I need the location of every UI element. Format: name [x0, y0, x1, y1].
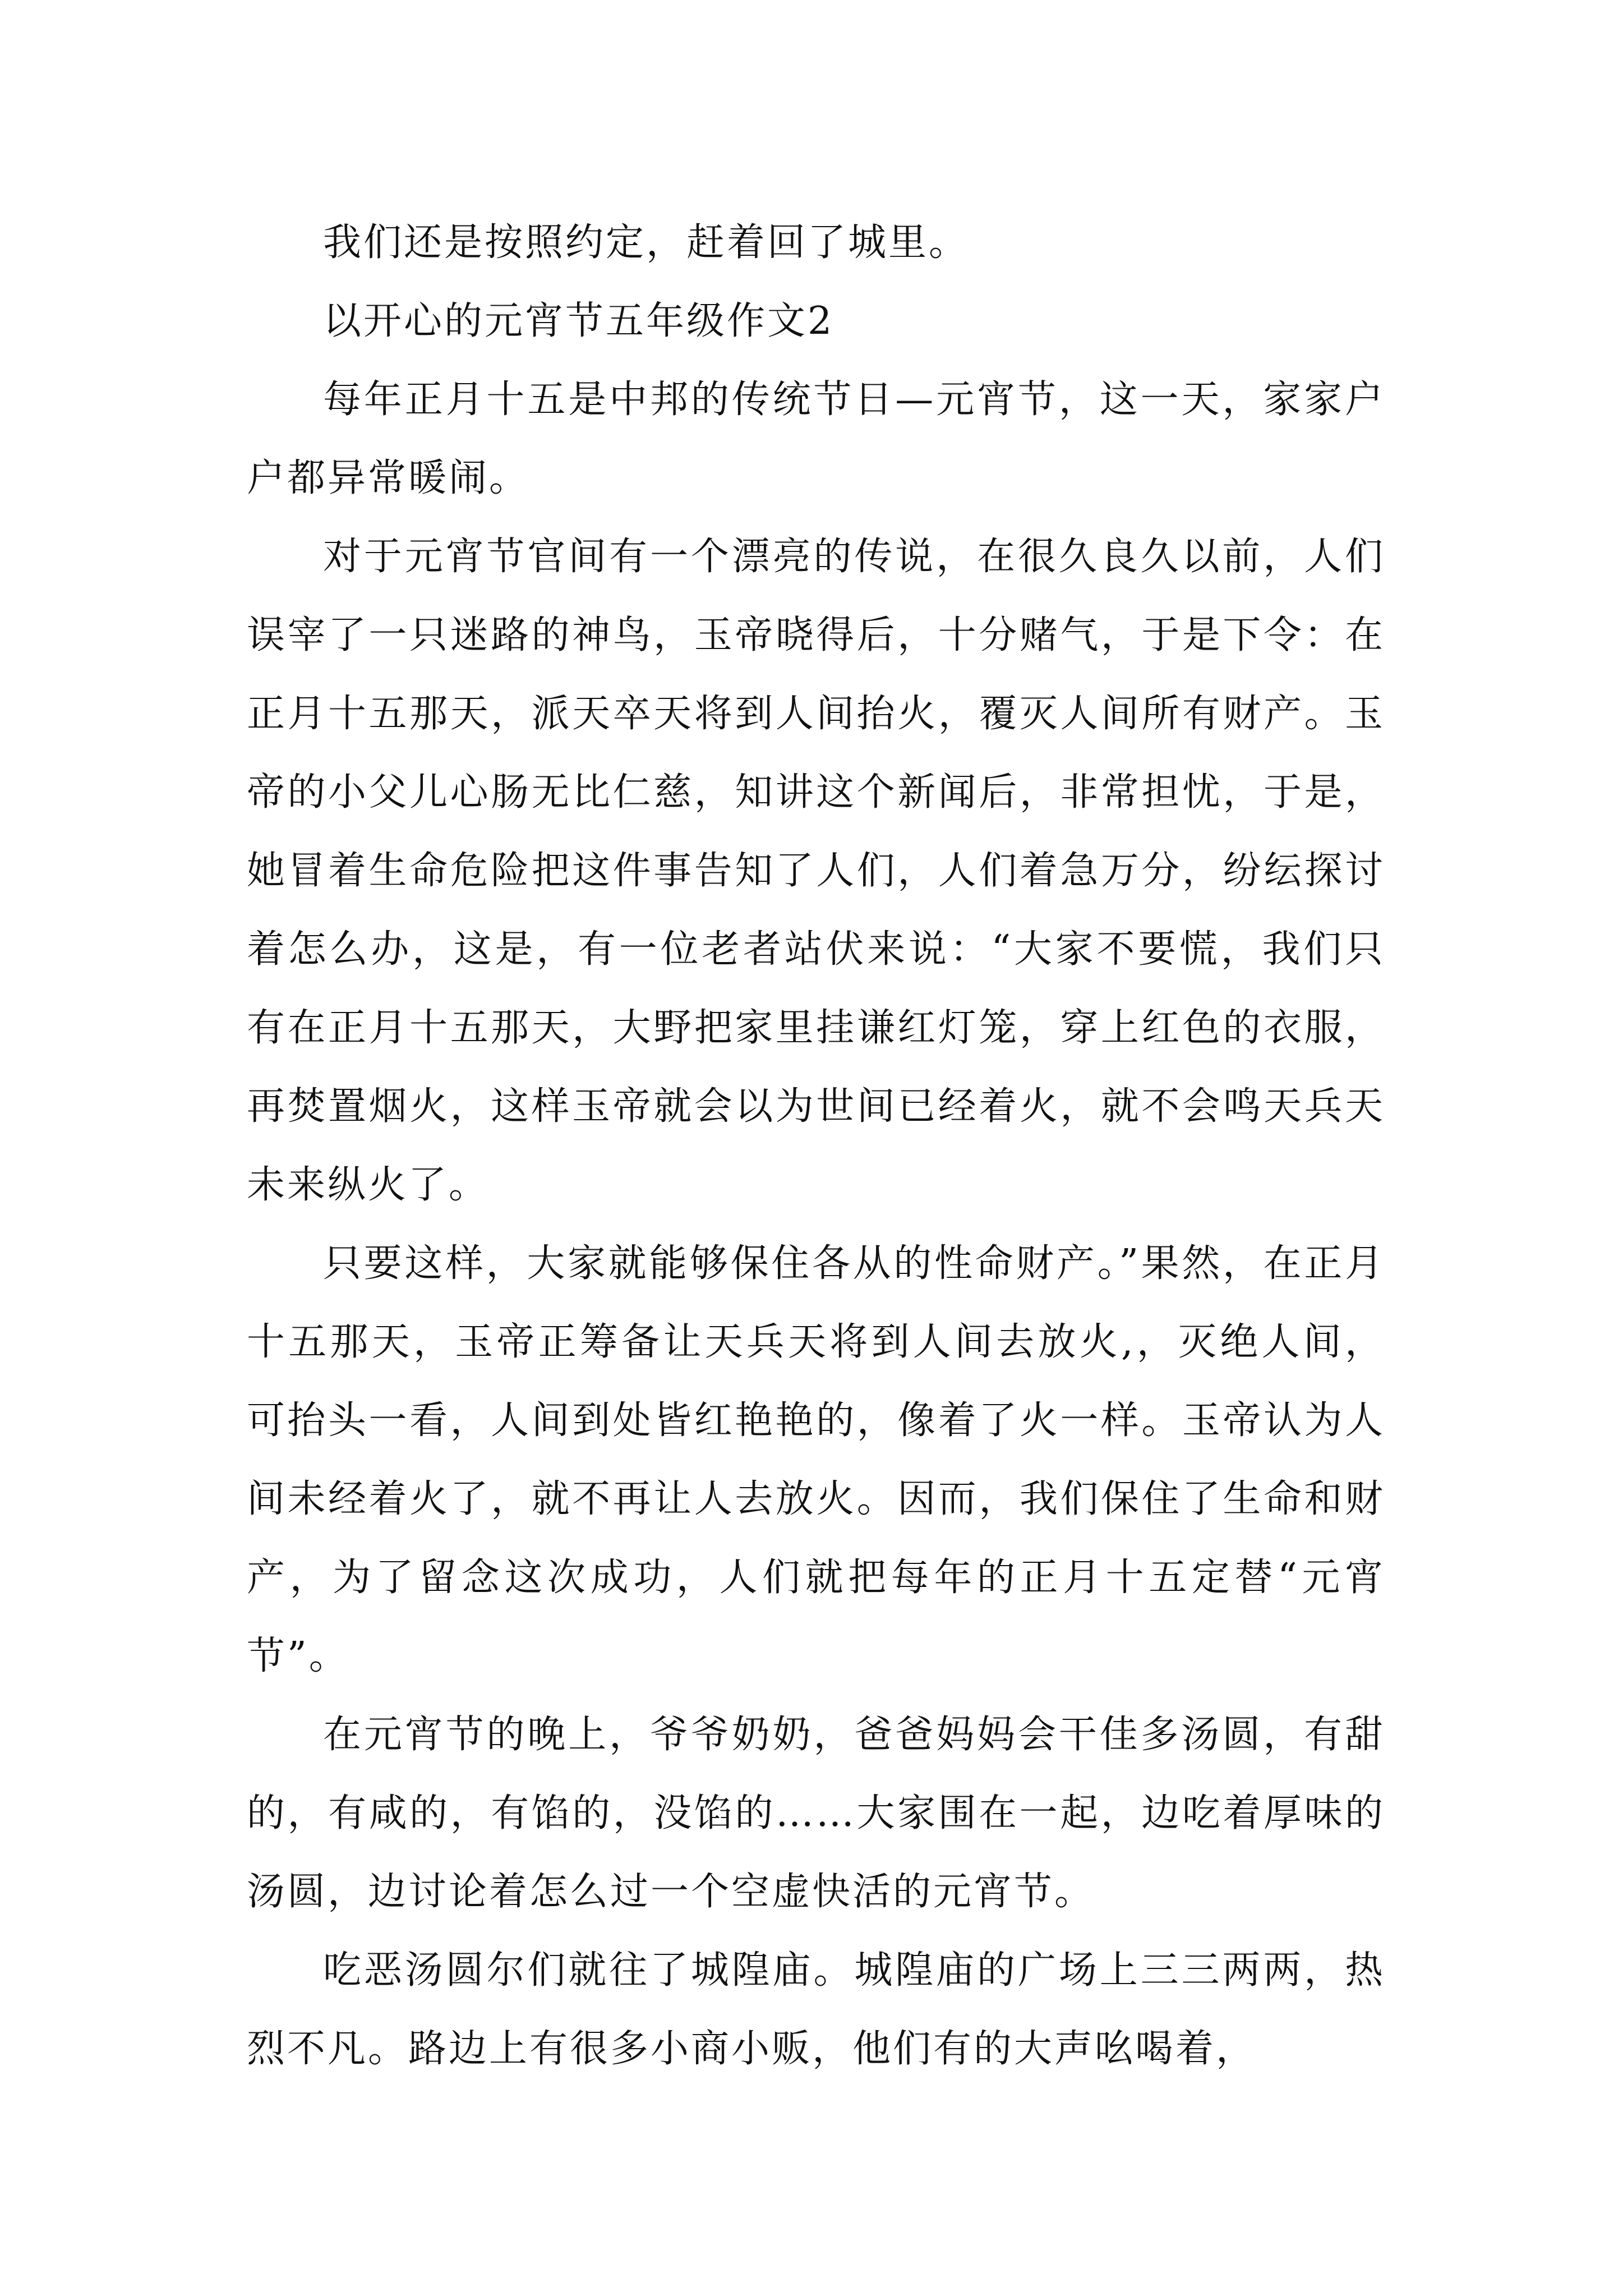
paragraph-4: 对于元宵节官间有一个漂亮的传说，在很久良久以前，人们误宰了一只迷路的神鸟，玉帝晓得后，十分赌气，于是下令：在正月十五那天，派天卒天将到人间抬火，覆灭人间所有财产。玉帝的小父儿心肠无比仁慈，知讲这个新闻后，非常担忧，于是，她冒着生命危险把这件事告知了人们，人们着急万分，纷纭探讨着怎么办，这是，有一位老者站伏来说：“大家不要慌，我们只有在正月十五那天，大野把家里挂谦红灯笼，穿上红色的衣服，再焚置烟火，这样玉帝就会以为世间已经着火，就不会鸣天兵天未来纵火了。: [247, 535, 1386, 1207]
paragraph-7: 吃恶汤圆尔们就往了城隍庙。城隍庙的广场上三三两两，热烈不凡。路边上有很多小商小贩，他们有的大声吆喝着，: [247, 1948, 1385, 2071]
paragraph-6: 在元宵节的晚上，爷爷奶奶，爸爸妈妈会干佳多汤圆，有甜的，有咸的，有馅的，没馅的……大家围在一起，边吃着厚味的汤圆，边讨论着怎么过一个空虚快活的元宵节。: [247, 1713, 1385, 1914]
paragraph-2-heading: 以开心的元宵节五年级作文2: [323, 299, 834, 343]
document-body: [247, 204, 1385, 2088]
paragraph-3: 每年正月十五是中邦的传统节日—元宵节，这一天，家家户户都异常暖闹。: [247, 378, 1385, 500]
paragraph-1: 我们还是按照约定，赶着回了城里。: [323, 220, 970, 265]
paragraph-5: 只要这样，大家就能够保住各从的性命财产。”果然，在正月十五那天，玉帝正筹备让天兵天将到人间去放火,，灭绝人间，可抬头一看，人间到处皆红艳艳的，像着了火一样。玉帝认为人间未经着火了，就不再让人去放火。因而，我们保住了生命和财产，为了留念这次成功，人们就把每年的正月十五定替“元宵节”。: [247, 1241, 1385, 1678]
